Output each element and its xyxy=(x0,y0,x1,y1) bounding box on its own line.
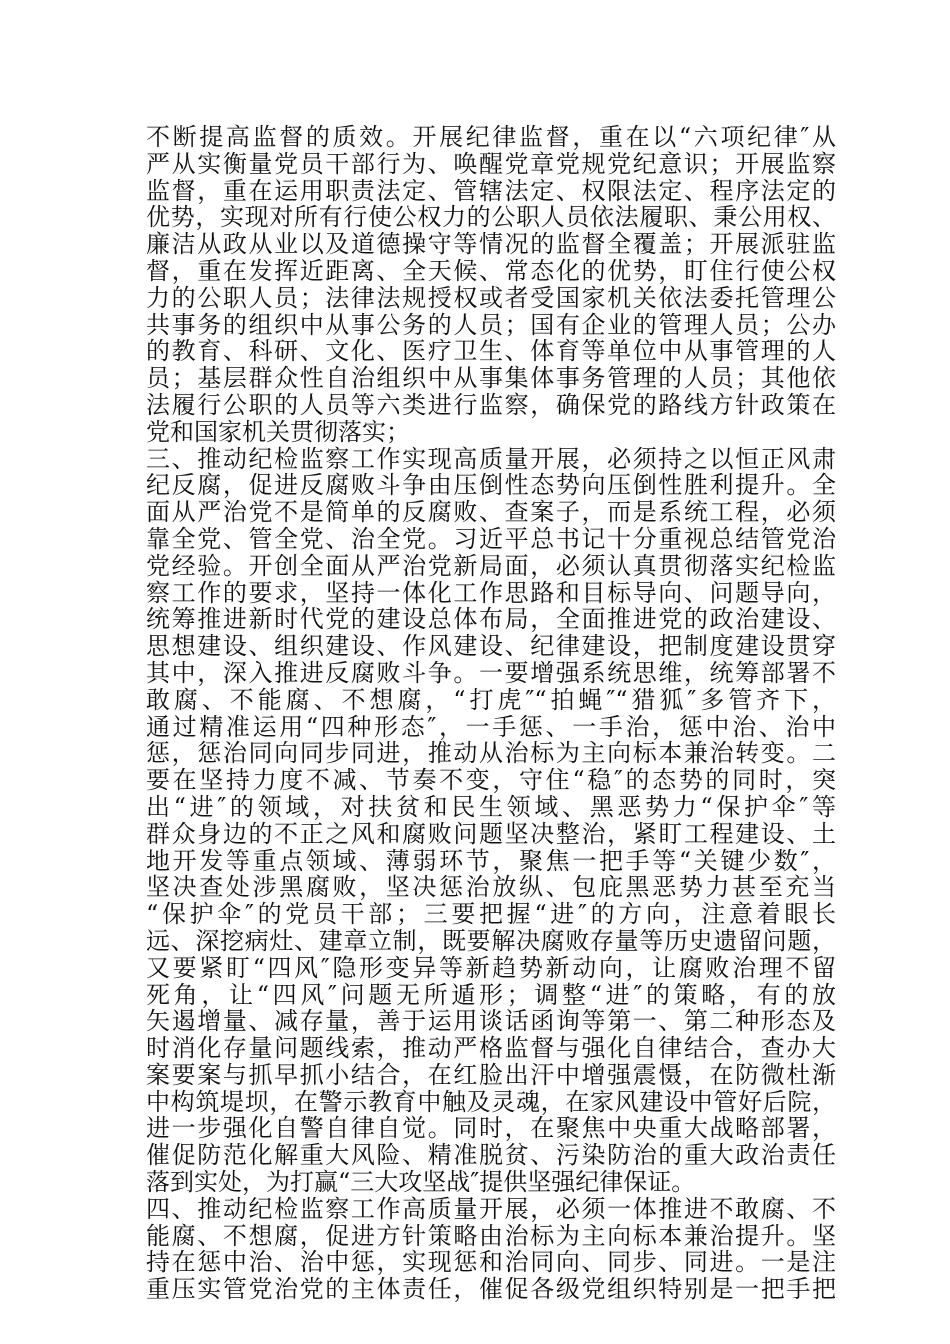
text-line: 共事务的组织中从事公务的人员；国有企业的管理人员；公办 xyxy=(146,311,836,339)
text-line: 群众身边的不正之风和腐败问题坚决整治，紧盯工程建设、土 xyxy=(146,820,836,848)
text-line: 察工作的要求，坚持一体化工作思路和目标导向、问题导向， xyxy=(146,579,836,607)
text-line: 中构筑堤坝，在警示教育中触及灵魂，在家风建设中管好后院， xyxy=(146,1088,836,1116)
text-line: 持在惩中治、治中惩，实现惩和治同向、同步、同进。一是注 xyxy=(146,1249,836,1277)
paragraph xyxy=(146,124,836,446)
text-line: 纪反腐，促进反腐败斗争由压倒性态势向压倒性胜利提升。全 xyxy=(146,472,836,500)
text-line: 面从严治党不是简单的反腐败、查案子，而是系统工程，必须 xyxy=(146,499,836,526)
text-line: 矢遏增量、减存量，善于运用谈话函询等第一、第二种形态及 xyxy=(146,1008,836,1036)
text-line: 统筹推进新时代党的建设总体布局，全面推进党的政治建设、 xyxy=(146,606,836,634)
text-line: 督，重在发挥近距离、全天候、常态化的优势，盯住行使公权 xyxy=(146,257,836,285)
text-line: 四、推动纪检监察工作高质量开展，必须一体推进不敢腐、不 xyxy=(146,1195,836,1223)
text-line: 敢腐、不能腐、不想腐，“打虎″“拍蝇″“猎狐″多管齐下， xyxy=(146,686,836,714)
text-line: 通过精准运用“四种形态″，一手惩、一手治，惩中治、治中 xyxy=(146,713,836,741)
text-line: 其中，深入推进反腐败斗争。一要增强系统思维，统筹部署不 xyxy=(146,659,836,687)
text-line: 思想建设、组织建设、作风建设、纪律建设，把制度建设贯穿 xyxy=(146,633,836,660)
text-line: 要在坚持力度不减、节奏不变，守住“稳″的态势的同时，突 xyxy=(146,767,836,794)
text-line: 又要紧盯“四风″隐形变异等新趋势新动向，让腐败治理不留 xyxy=(146,954,836,982)
text-line: 重压实管党治党的主体责任，催促各级党组织特别是一把手把 xyxy=(146,1276,836,1304)
text-line: 案要案与抓早抓小结合，在红脸出汗中增强震慑，在防微杜渐 xyxy=(146,1061,836,1089)
text-line: 催促防范化解重大风险、精准脱贫、污染防治的重大政治责任 xyxy=(146,1142,836,1170)
text-line: 进一步强化自警自律自觉。同时，在聚焦中央重大战略部署， xyxy=(146,1115,836,1143)
text-line: 廉洁从政从业以及道德操守等情况的监督全覆盖；开展派驻监 xyxy=(146,231,836,258)
text-line: 能腐、不想腐，促进方针策略由治标为主向标本兼治提升。坚 xyxy=(146,1222,836,1250)
text-line: 监督，重在运用职责法定、管辖法定、权限法定、程序法定的 xyxy=(146,177,836,205)
text-line: 的教育、科研、文化、医疗卫生、体育等单位中从事管理的人 xyxy=(146,338,836,366)
text-line: 惩，惩治同向同步同进，推动从治标为主向标本兼治转变。二 xyxy=(146,740,836,768)
text-line: 优势，实现对所有行使公权力的公职人员依法履职、秉公用权、 xyxy=(146,204,836,232)
text-line: 远、深挖病灶、建章立制，既要解决腐败存量等历史遗留问题， xyxy=(146,927,836,955)
text-line: 落到实处，为打赢“三大攻坚战″提供坚强纪律保证。 xyxy=(146,1169,696,1196)
text-line: 地开发等重点领域、薄弱环节，聚焦一把手等“关键少数″， xyxy=(146,847,836,875)
text-line: 死角，让“四风″问题无所遁形；调整“进″的策略，有的放 xyxy=(146,981,836,1009)
text-line: 出“进″的领域，对扶贫和民生领域、黑恶势力“保护伞″等 xyxy=(146,793,836,821)
paragraph xyxy=(146,446,836,1196)
text-line: “保护伞″的党员干部；三要把握“进″的方向，注意着眼长 xyxy=(146,901,836,928)
text-line: 不断提高监督的质效。开展纪律监督，重在以“六项纪律″从 xyxy=(146,124,836,151)
text-line: 靠全党、管全党、治全党。习近平总书记十分重视总结管党治 xyxy=(146,525,836,553)
text-line: 法履行公职的人员等六类进行监察，确保党的路线方针政策在 xyxy=(146,391,836,419)
document-body xyxy=(146,124,836,1303)
text-line: 坚决查处涉黑腐败，坚决惩治放纵、包庇黑恶势力甚至充当 xyxy=(146,874,836,902)
text-line: 力的公职人员；法律法规授权或者受国家机关依法委托管理公 xyxy=(146,284,836,312)
text-line: 员；基层群众性自治组织中从事集体事务管理的人员；其他依 xyxy=(146,365,836,392)
text-line: 严从实衡量党员干部行为、唤醒党章党规党纪意识；开展监察 xyxy=(146,150,836,178)
text-line: 党和国家机关贯彻落实； xyxy=(146,418,410,446)
text-line: 党经验。开创全面从严治党新局面，必须认真贯彻落实纪检监 xyxy=(146,552,836,580)
paragraph xyxy=(146,1196,836,1303)
text-line: 三、推动纪检监察工作实现高质量开展，必须持之以恒正风肃 xyxy=(146,445,836,473)
text-line: 时消化存量问题线索，推动严格监督与强化自律结合，查办大 xyxy=(146,1035,836,1062)
